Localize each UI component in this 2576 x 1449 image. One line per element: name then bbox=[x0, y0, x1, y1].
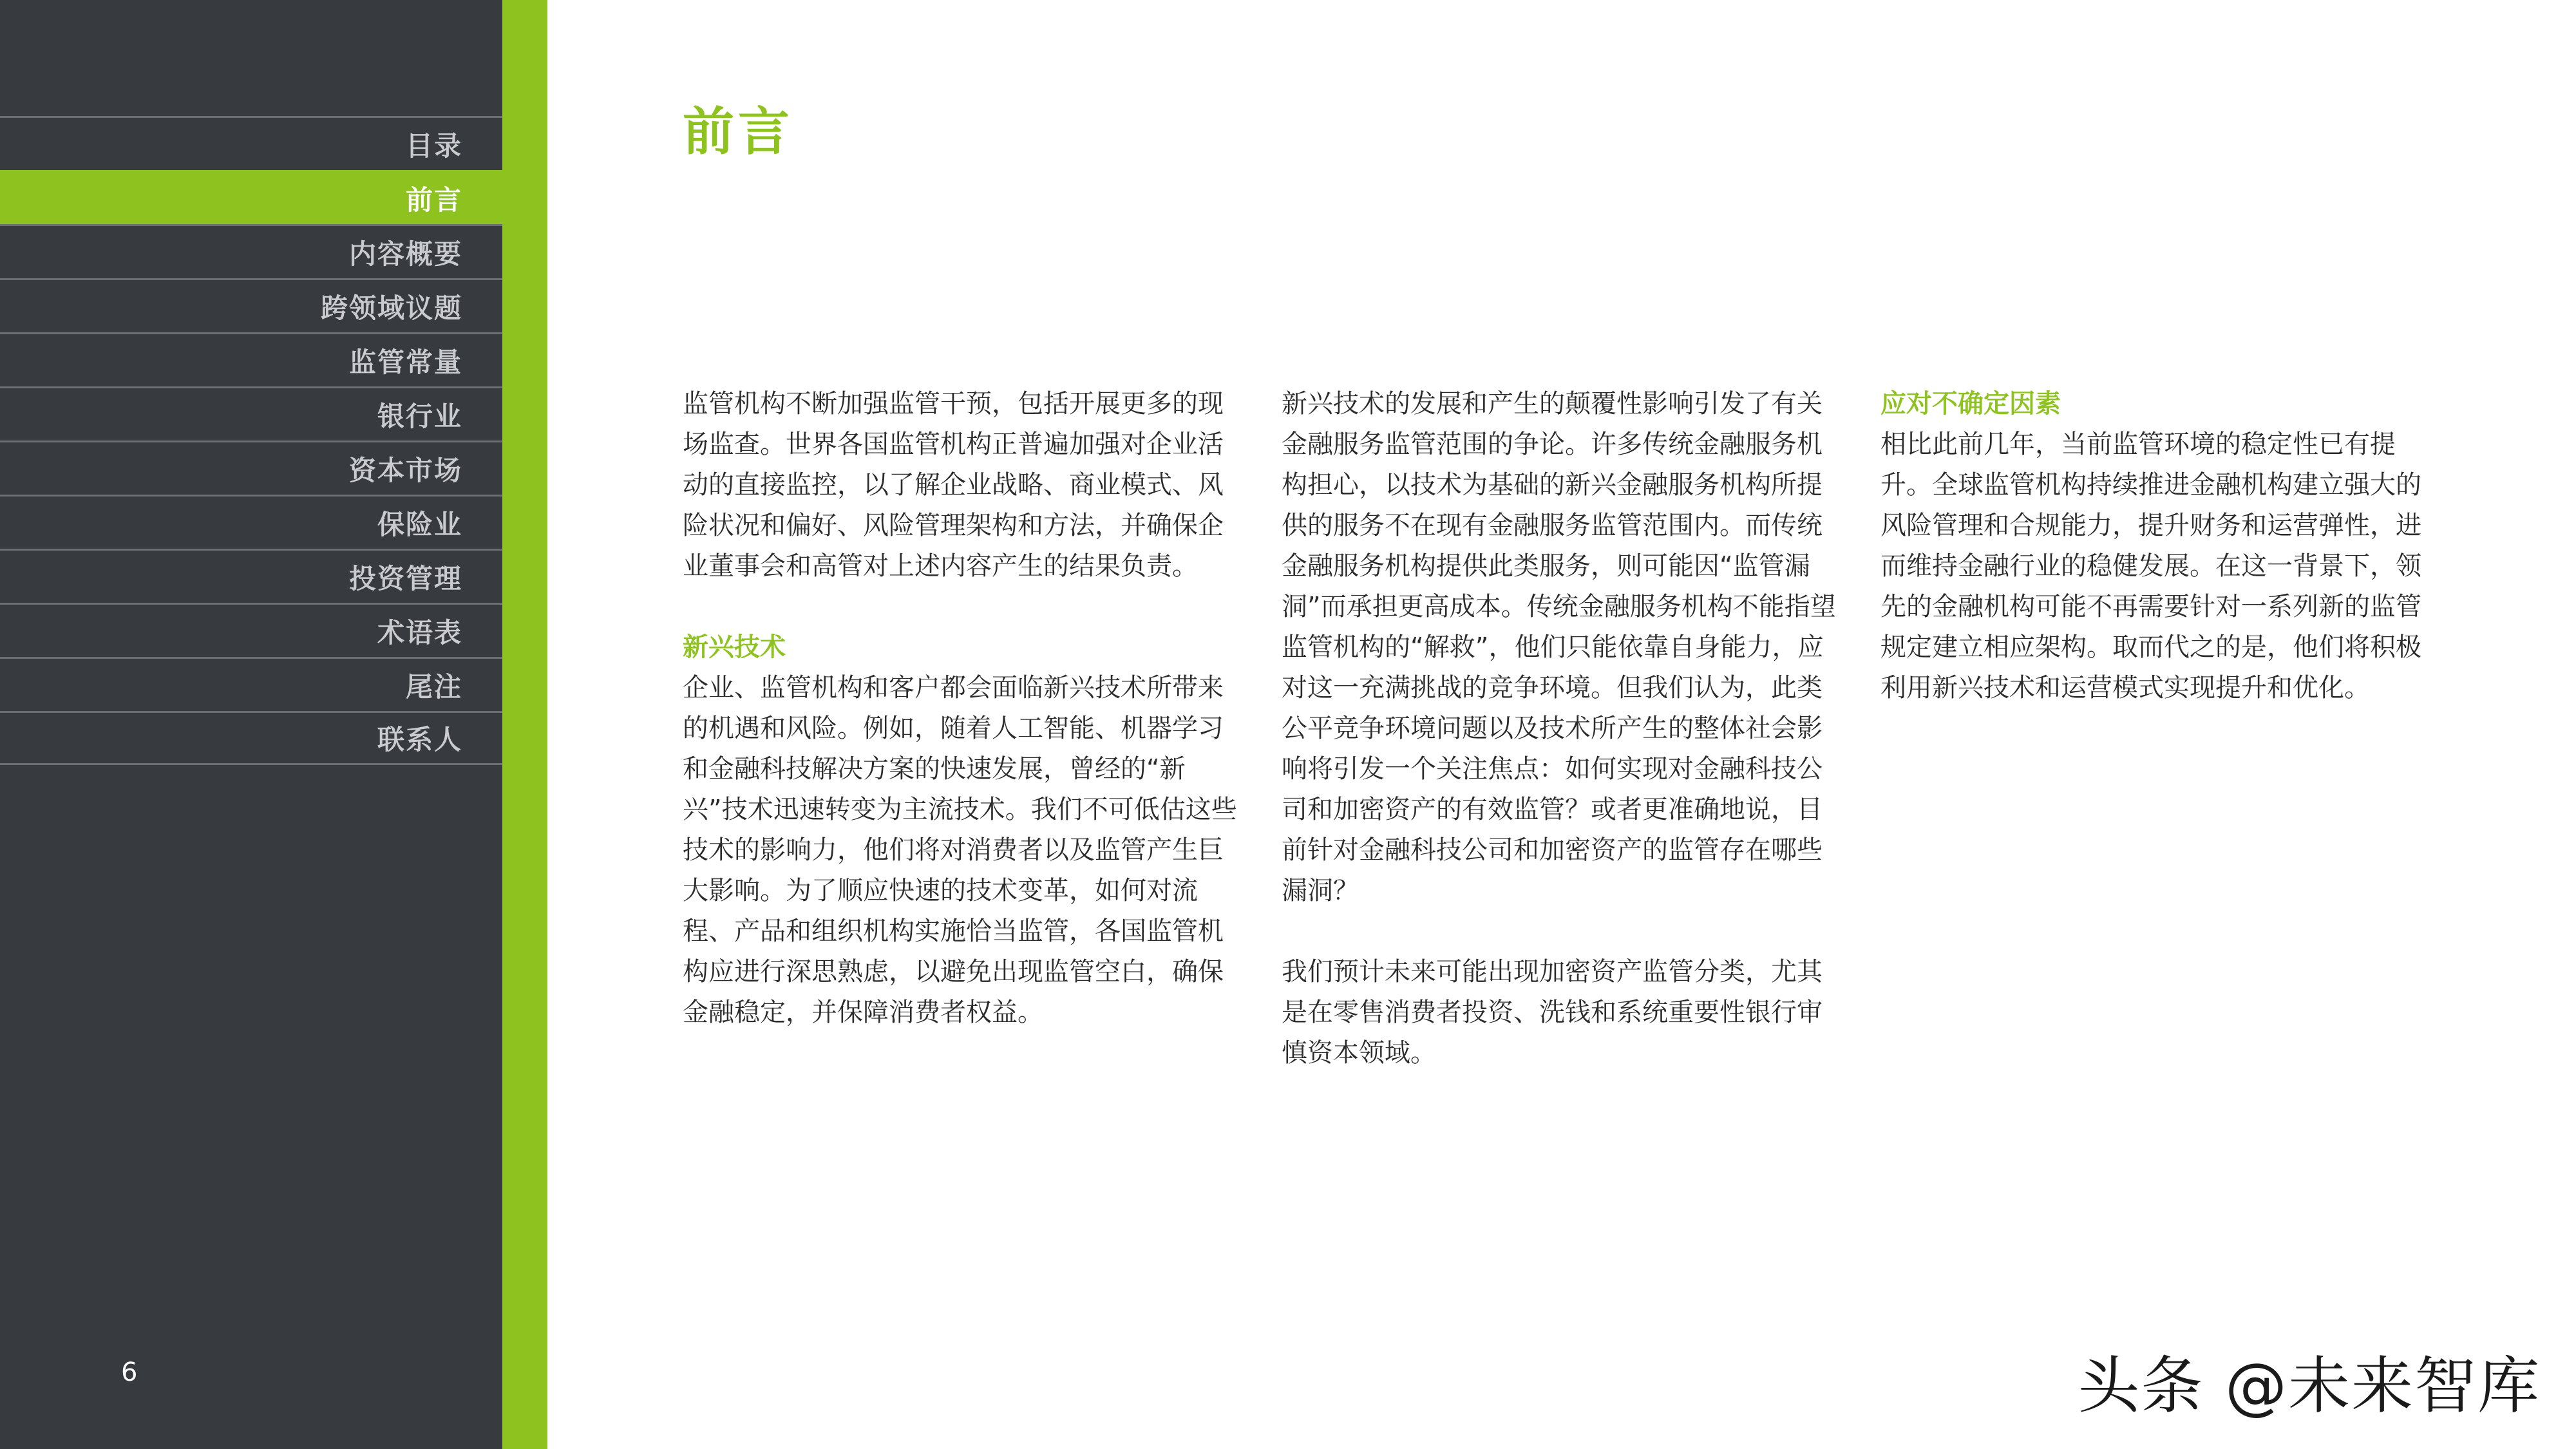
paragraph-intro: 监管机构不断加强监管干预，包括开展更多的现场监查。世界各国监管机构正普遍加强对企业活动的直接监控，以了解企业战略、商业模式、风险状况和偏好、风险管理架构和方法，并确保企业董事会和高管对上述内容产生的结果负责。 bbox=[683, 389, 1224, 581]
sidebar-item-banking[interactable]: 银行业 bbox=[0, 386, 502, 440]
sidebar-item-foreword[interactable]: 前言 bbox=[0, 170, 502, 224]
sidebar-item-cross-sector[interactable]: 跨领域议题 bbox=[0, 278, 502, 332]
sidebar-item-summary[interactable]: 内容概要 bbox=[0, 224, 502, 278]
sidebar-item-toc[interactable]: 目录 bbox=[0, 116, 502, 170]
watermark: 头条 @未来智库 bbox=[2078, 1350, 2541, 1422]
content-column-1 bbox=[683, 384, 1243, 1074]
sidebar-item-glossary[interactable]: 术语表 bbox=[0, 603, 502, 657]
content-column-3 bbox=[1880, 384, 2441, 749]
accent-bar bbox=[502, 0, 547, 1449]
sidebar-item-endnotes[interactable]: 尾注 bbox=[0, 657, 502, 711]
heading-emerging-tech: 新兴技术 bbox=[683, 632, 786, 662]
page-title: 前言 bbox=[683, 102, 793, 162]
sidebar-item-investment-management[interactable]: 投资管理 bbox=[0, 549, 502, 603]
sidebar-item-regulatory-constants[interactable]: 监管常量 bbox=[0, 332, 502, 386]
sidebar bbox=[0, 0, 502, 1449]
page-number: 6 bbox=[121, 1358, 138, 1387]
sidebar-item-capital-markets[interactable]: 资本市场 bbox=[0, 440, 502, 495]
content-column-2 bbox=[1282, 384, 1842, 1114]
sidebar-nav bbox=[0, 116, 502, 765]
paragraph-emerging-tech: 企业、监管机构和客户都会面临新兴技术所带来的机遇和风险。例如，随着人工智能、机器学习和金融科技解决方案的快速发展，曾经的“新兴”技术迅速转变为主流技术。我们不可低估这些技术的影响力，他们将对消费者以及监管产生巨大影响。为了顺应快速的技术变革，如何对流程、产品和组织机构实施恰当监管，各国监管机构应进行深思熟虑，以避免出现监管空白，确保金融稳定，并保障消费者权益。 bbox=[683, 673, 1237, 1027]
paragraph-crypto-classification: 我们预计未来可能出现加密资产监管分类，尤其是在零售消费者投资、洗钱和系统重要性银行审慎资本领域。 bbox=[1282, 957, 1823, 1068]
heading-uncertainty: 应对不确定因素 bbox=[1880, 389, 2061, 419]
paragraph-regulatory-scope: 新兴技术的发展和产生的颠覆性影响引发了有关金融服务监管范围的争论。许多传统金融服务机构担心，以技术为基础的新兴金融服务机构所提供的服务不在现有金融服务监管范围内。而传统金融服务机构提供此类服务，则可能因“监管漏洞”而承担更高成本。传统金融服务机构不能指望监管机构的“解救”，他们只能依靠自身能力，应对这一充满挑战的竞争环境。但我们认为，此类公平竞争环境问题以及技术所产生的整体社会影响将引发一个关注焦点：如何实现对金融科技公司和加密资产的有效监管？或者更准确地说，目前针对金融科技公司和加密资产的监管存在哪些漏洞？ bbox=[1282, 389, 1836, 905]
paragraph-uncertainty: 相比此前几年，当前监管环境的稳定性已有提升。全球监管机构持续推进金融机构建立强大的风险管理和合规能力，提升财务和运营弹性，进而维持金融行业的稳健发展。在这一背景下，领先的金融机构可能不再需要针对一系列新的监管规定建立相应架构。取而代之的是，他们将积极利用新兴技术和运营模式实现提升和优化。 bbox=[1880, 430, 2421, 703]
sidebar-item-insurance[interactable]: 保险业 bbox=[0, 495, 502, 549]
sidebar-item-contacts[interactable]: 联系人 bbox=[0, 711, 502, 765]
